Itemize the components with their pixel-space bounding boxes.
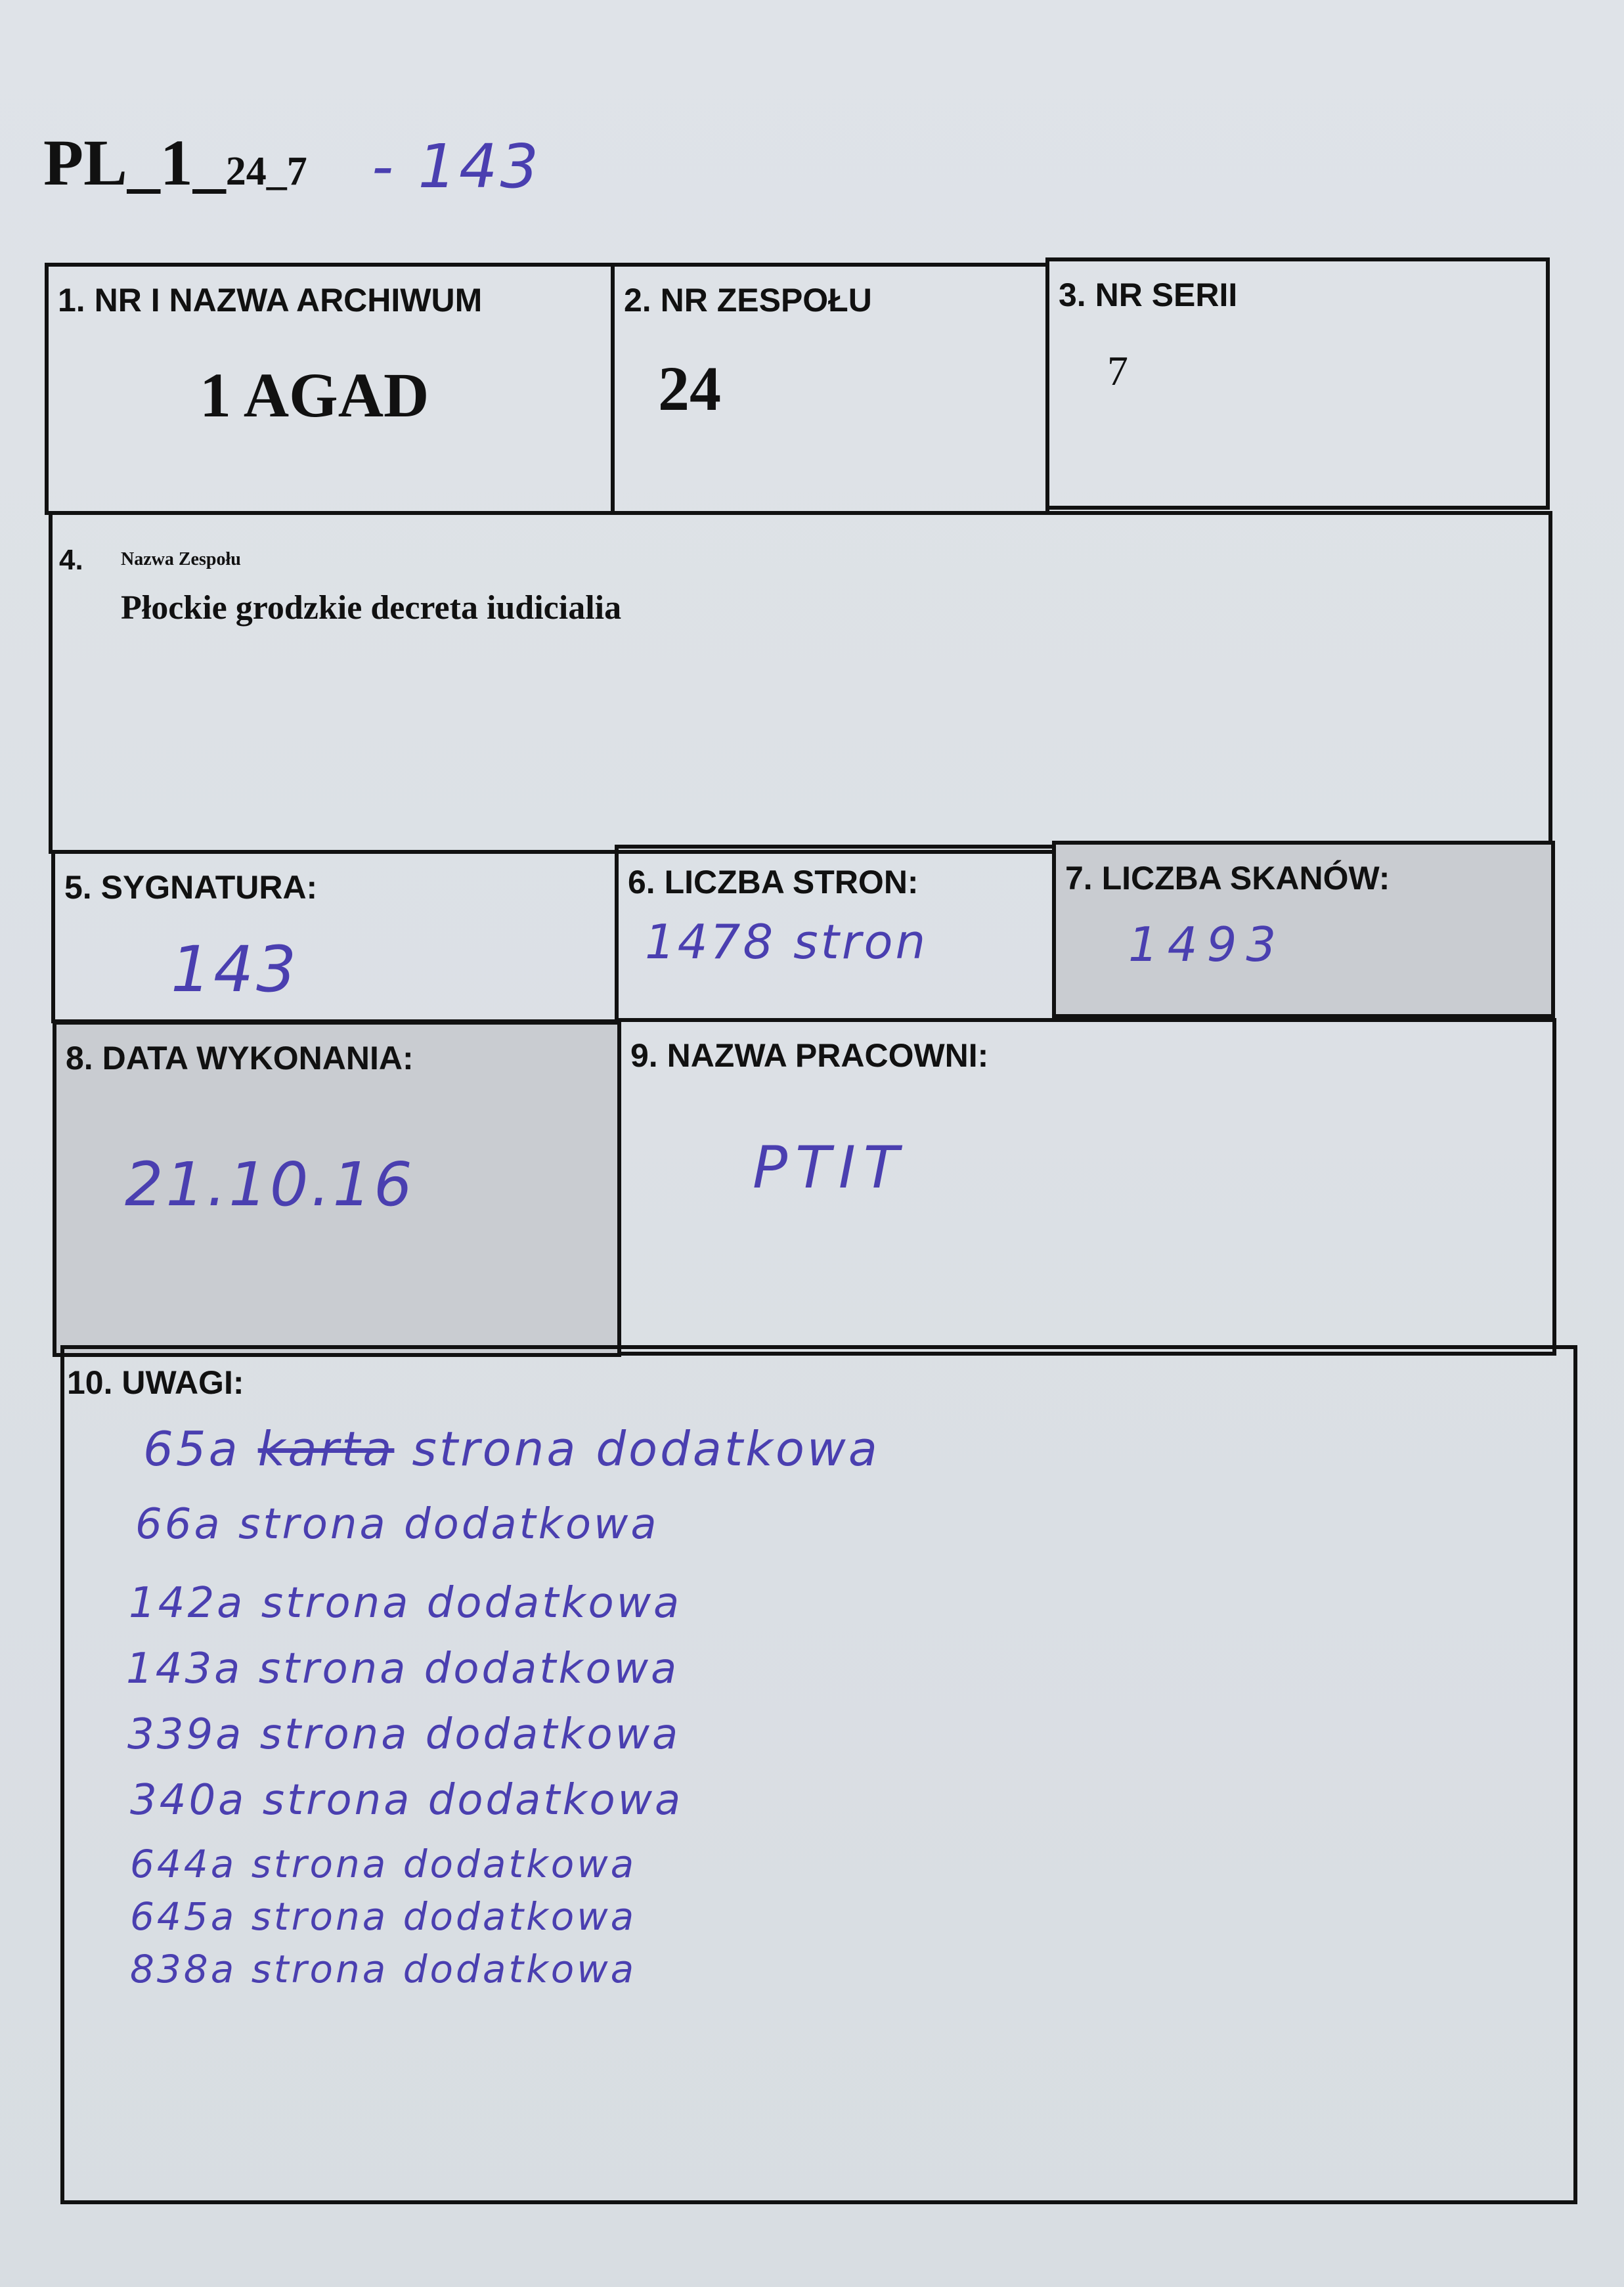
field-signature-label: 5. SYGNATURA:	[64, 869, 318, 906]
remarks-line-number: 66a	[135, 1500, 223, 1549]
remarks-line	[127, 1710, 680, 1759]
field-zespol-number	[611, 263, 1049, 515]
field-zespol-name-number: 4.	[59, 544, 83, 576]
remarks-line-number: 65a	[143, 1421, 240, 1477]
remarks-line-number: 339a	[127, 1710, 244, 1759]
remarks-line	[130, 1776, 683, 1825]
code-prefix: PL_1_	[43, 126, 226, 199]
remarks-line-number: 340a	[130, 1776, 247, 1825]
field-page-count-value: 1478 stron	[645, 914, 929, 969]
field-zespol-name-value: Płockie grodzkie decreta iudicialia	[121, 589, 622, 627]
code-zespol: 24	[225, 149, 267, 194]
field-zespol-number-value: 24	[658, 353, 721, 424]
field-series-number-value: 7	[1107, 347, 1128, 394]
remarks-line-number: 644a	[130, 1842, 237, 1886]
remarks-line-number: 142a	[129, 1579, 246, 1628]
remarks-line	[135, 1500, 659, 1549]
field-archive	[45, 263, 615, 515]
field-page-count	[615, 845, 1056, 1022]
code-seria: 7	[286, 149, 307, 194]
field-zespol-name	[49, 511, 1552, 854]
remarks-line-text: strona dodatkowa	[251, 1947, 637, 1991]
field-scan-count	[1052, 841, 1555, 1018]
remarks-line-text: strona dodatkowa	[261, 1579, 682, 1628]
document-code	[43, 125, 307, 200]
remarks-line	[129, 1579, 682, 1628]
field-zespol-number-label: 2. NR ZESPOŁU	[624, 282, 872, 319]
field-workshop-label: 9. NAZWA PRACOWNI:	[630, 1037, 989, 1074]
remarks-line-text: strona dodatkowa	[251, 1842, 637, 1886]
field-workshop	[617, 1018, 1556, 1356]
remarks-line	[130, 1894, 636, 1939]
remarks-line-text: strona dodatkowa	[258, 1645, 680, 1693]
remarks-line-text: strona dodatkowa	[238, 1500, 659, 1549]
field-archive-value: 1 AGAD	[200, 360, 429, 430]
code-separator: _	[266, 149, 287, 194]
remarks-line-text: strona dodatkowa	[259, 1710, 681, 1759]
field-date-value: 21.10.16	[125, 1149, 415, 1220]
field-signature	[51, 850, 619, 1023]
remarks-line	[143, 1421, 880, 1477]
remarks-line-struck-text: karta	[257, 1421, 395, 1477]
field-page-count-label: 6. LICZBA STRON:	[628, 864, 919, 900]
remarks-line	[130, 1842, 636, 1886]
remarks-line	[126, 1645, 679, 1693]
code-handwritten-number: - 143	[372, 131, 542, 202]
field-archive-label: 1. NR I NAZWA ARCHIWUM	[58, 282, 483, 319]
field-remarks	[60, 1345, 1577, 2204]
field-zespol-name-label: Nazwa Zespołu	[121, 549, 241, 569]
field-date	[53, 1021, 621, 1357]
field-scan-count-label: 7. LICZBA SKANÓW:	[1065, 860, 1390, 897]
remarks-line-number: 645a	[130, 1894, 237, 1939]
field-series-number-label: 3. NR SERII	[1059, 277, 1238, 313]
remarks-line	[130, 1947, 636, 1991]
remarks-line-number: 838a	[130, 1947, 237, 1991]
remarks-line-text: strona dodatkowa	[412, 1421, 880, 1477]
field-remarks-label: 10. UWAGI:	[67, 1364, 244, 1401]
field-scan-count-value: 1493	[1128, 917, 1286, 972]
remarks-line-text: strona dodatkowa	[262, 1776, 684, 1825]
remarks-line-text: strona dodatkowa	[251, 1894, 637, 1939]
field-signature-value: 143	[171, 933, 299, 1006]
field-date-label: 8. DATA WYKONANIA:	[66, 1040, 414, 1077]
field-series-number	[1045, 257, 1550, 510]
remarks-line-number: 143a	[126, 1645, 243, 1693]
field-workshop-value: PTIT	[753, 1134, 907, 1201]
